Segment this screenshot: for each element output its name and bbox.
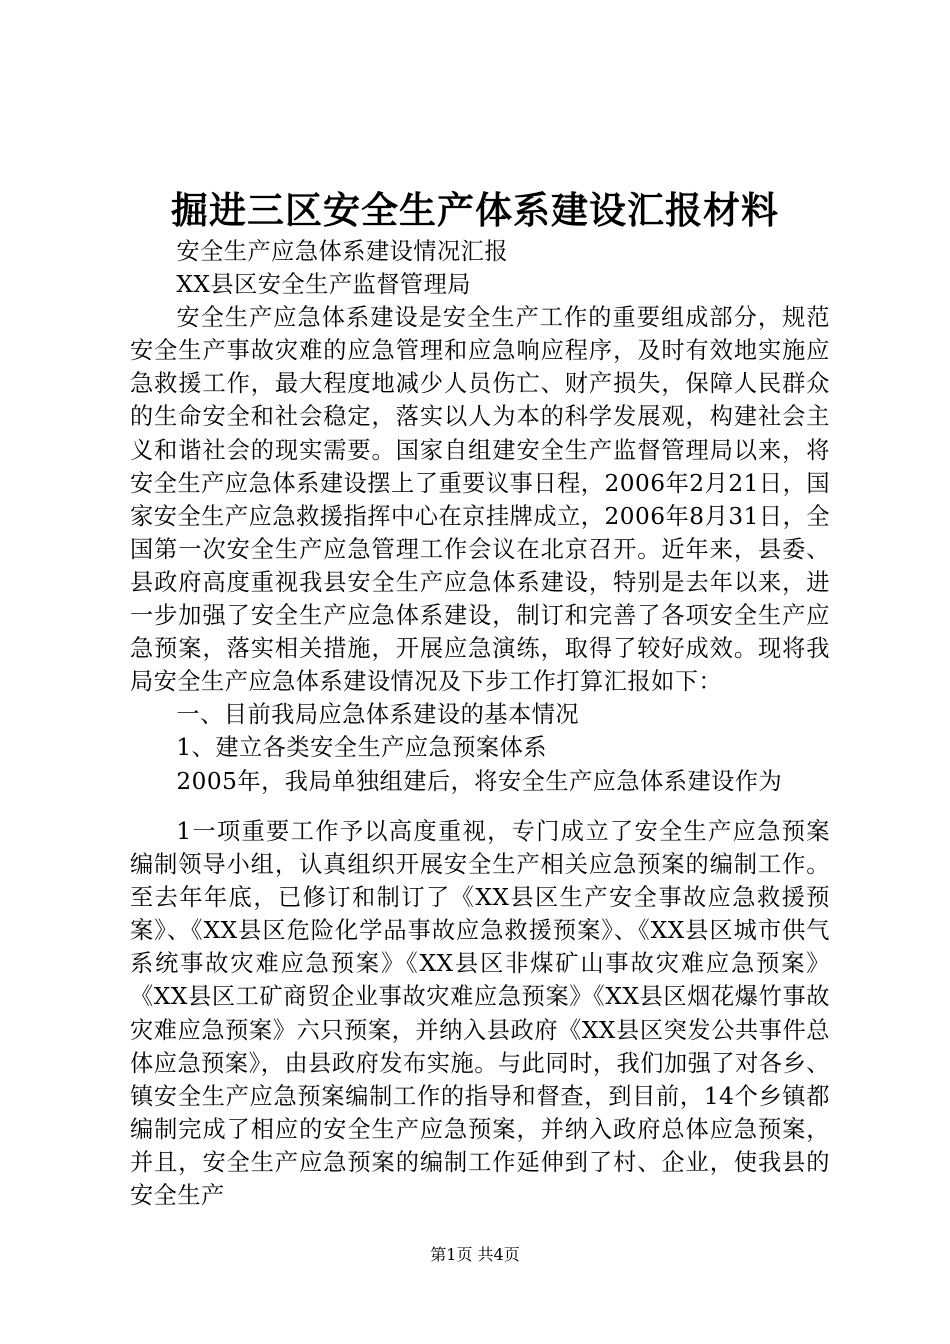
paragraph-continued: 1一项重要工作予以高度重视，专门成立了安全生产应急预案编制领导小组，认真组织开展安全生产相关应急预案的编制工作。至去年年底，已修订和制订了《XX县区生产安全事故应急救援预案》、《XX县区危险化学品事故应急救援预案》、《XX县区城市供气系统事故灾难应急预案》《XX县区非煤矿山事故灾难应急预案》《XX县区工矿商贸企业事故灾难应急预案》《XX县区烟花爆竹事故灾难应急预案》六只预案，并纳入县政府《XX县区突发公共事件总体应急预案》，由县政府发布实施。与此同时，我们加强了对各乡、镇安全生产应急预案编制工作的指导和督查，到目前，14个乡镇都编制完成了相应的安全生产应急预案，并纳入政府总体应急预案，并且，安全生产应急预案的编制工作延伸到了村、企业，使我县的安全生产 <box>130 818 830 1210</box>
document-title: 掘进三区安全生产体系建设汇报材料 <box>171 188 779 232</box>
subsection-heading: 1、建立各类安全生产应急预案体系 <box>176 734 547 762</box>
subtitle-line: 安全生产应急体系建设情况汇报 <box>176 238 509 265</box>
paragraph-start: 2005年，我局单独组建后，将安全生产应急体系建设作为 <box>176 767 783 795</box>
intro-paragraph: 安全生产应急体系建设是安全生产工作的重要组成部分，规范安全生产事故灾难的应急管理和应急响应程序，及时有效地实施应急救援工作，最大程度地减少人员伤亡、财产损失，保障人民群众的生命安全和社会稳定，落实以人为本的科学发展观，构建社会主义和谐社会的现实需要。国家自组建安全生产监督管理局以来，将安全生产应急体系建设摆上了重要议事日程，2006年2月21日，国家安全生产应急救援指挥中心在京挂牌成立，2006年8月31日，全国第一次安全生产应急管理工作会议在北京召开。近年来，县委、县政府高度重视我县安全生产应急体系建设，特别是去年以来，进一步加强了安全生产应急体系建设，制订和完善了各项安全生产应急预案，落实相关措施，开展应急演练，取得了较好成效。现将我局安全生产应急体系建设情况及下步工作打算汇报如下： <box>130 304 830 696</box>
page-footer: 第1页 共4页 <box>430 1245 520 1264</box>
issuer-line: XX县区安全生产监督管理局 <box>176 271 471 299</box>
section-heading: 一、目前我局应急体系建设的基本情况 <box>176 701 580 729</box>
body-text-top <box>130 235 830 798</box>
body-text-bottom <box>130 815 830 1212</box>
